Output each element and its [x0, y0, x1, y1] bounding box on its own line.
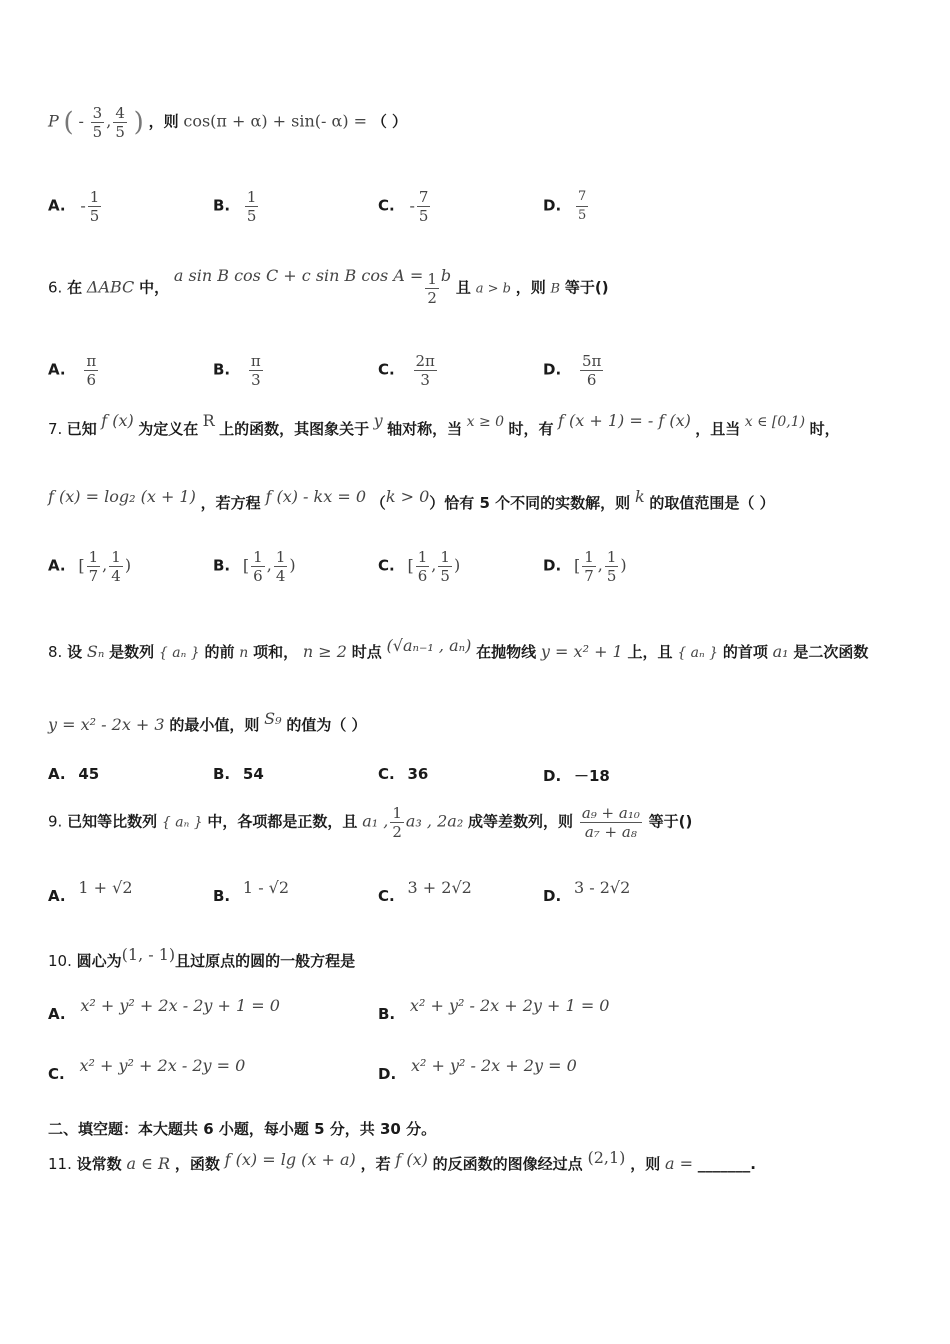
q6-option-b[interactable]: B. $\frac{\pi}{3}$ — [213, 352, 261, 389]
q7-option-c[interactable]: C. [ $\frac{1}{6}$ , $\frac{1}{5}$ ) — [378, 548, 461, 585]
q5-stem: P ( - $\frac{3}{5}$ , $\frac{4}{5}$ ) ，则 cos(π + α) + sin(- α) = （ ） — [48, 104, 408, 141]
q5-option-b[interactable]: B. $\frac{1}{5}$ — [213, 188, 257, 225]
q10-option-c[interactable]: C. x² + y² + 2x - 2y = 0 — [48, 1056, 246, 1083]
q10-option-a[interactable]: A. x² + y² + 2x - 2y + 1 = 0 — [48, 996, 280, 1023]
q9-option-c[interactable]: C. 3 + 2√2 — [378, 878, 472, 905]
q10-option-b[interactable]: B. x² + y² - 2x + 2y + 1 = 0 — [378, 996, 610, 1023]
q6-stem: 6. 在 ΔABC 中， a sin B cos C + c sin B cos A = $\frac{1}{2}$ b 且 a > b ，则 B 等于() — [48, 265, 609, 307]
q5-option-d[interactable]: D. $\frac{7}{5}$ — [543, 189, 587, 223]
q10-option-d[interactable]: D. x² + y² - 2x + 2y = 0 — [378, 1056, 577, 1083]
q5-px-sign: - — [78, 111, 84, 131]
q9-option-b[interactable]: B. 1 - √2 — [213, 878, 290, 905]
q8-stem-line1: 8. 设 Sₙ 是数列 { aₙ } 的前 n 项和， n ≥ 2 时点 (√aₙ₋₁ , aₙ) 在抛物线 y = x² + 1 上，且 { aₙ } 的首项 a₁ 是二次函数 — [48, 636, 869, 661]
q8-option-c[interactable]: C. 36 — [378, 765, 429, 783]
q6-option-c[interactable]: C. $\frac{2\pi}{3}$ — [378, 352, 435, 389]
q5-point-label: P — [48, 111, 59, 131]
q5-py-fraction: $\frac{4}{5}$ — [115, 104, 125, 141]
q5-text: ，则 — [148, 112, 179, 131]
q6-option-a[interactable]: A. $\frac{\pi}{6}$ — [48, 352, 97, 389]
q6-option-d[interactable]: D. $\frac{5\pi}{6}$ — [543, 352, 602, 389]
q7-option-a[interactable]: A. [ $\frac{1}{7}$ , $\frac{1}{4}$ ) — [48, 548, 132, 585]
q5-option-a[interactable]: A. - $\frac{1}{5}$ — [48, 188, 100, 225]
q5-answer-paren: （ ） — [371, 112, 408, 131]
q10-stem: 10. 圆心为(1, - 1)且过原点的圆的一般方程是 — [48, 945, 356, 970]
q8-option-a[interactable]: A. 45 — [48, 765, 100, 783]
q8-option-d[interactable]: D. －18 — [543, 767, 610, 785]
q5-expression: cos(π + α) + sin(- α) = — [183, 111, 368, 131]
q7-stem-line2: f (x) = log₂ (x + 1) ，若方程 f (x) - kx = 0 （k > 0）恰有 5 个不同的实数解，则 k 的取值范围是（ ） — [48, 487, 775, 512]
q9-option-a[interactable]: A. 1 + √2 — [48, 878, 133, 905]
q5-px-fraction: $\frac{3}{5}$ — [92, 104, 103, 141]
q11-answer-blank[interactable]: _______ — [697, 1155, 751, 1173]
q6-triangle: ΔABC — [86, 277, 135, 297]
q9-option-d[interactable]: D. 3 - 2√2 — [543, 878, 631, 905]
q9-stem: 9. 已知等比数列 { aₙ } 中，各项都是正数，且 a₁ , $\frac{1}{2}$ a₃ , 2a₂ 成等差数列，则 $\frac{\text{a₉ + a₁₀}}{\text{a₇ + a₈}}$ 等于() — [48, 804, 693, 841]
q11-stem: 11. 设常数 a ∈ R ，函数 f (x) = lg (x + a) ，若 f (x) 的反函数的图像经过点 (2,1) ，则 a = _______. — [48, 1148, 756, 1173]
q7-option-d[interactable]: D. [ $\frac{1}{7}$ , $\frac{1}{5}$ ) — [543, 548, 627, 585]
q5-option-c[interactable]: C. - $\frac{7}{5}$ — [378, 188, 429, 225]
q7-option-b[interactable]: B. [ $\frac{1}{6}$ , $\frac{1}{4}$ ) — [213, 548, 296, 585]
q6-condition: a > b — [475, 281, 511, 297]
q7-stem-line1: 7. 已知 f (x) 为定义在 R 上的函数，其图象关于 y 轴对称，当 x ≥ 0 时，有 f (x + 1) = - f (x) ，且当 x ∈ [0,1) 时， — [48, 411, 840, 438]
q6-equation-left: a sin B cos C + c sin B cos A = — [173, 265, 424, 285]
q8-option-b[interactable]: B. 54 — [213, 765, 264, 783]
q8-stem-line2: y = x² - 2x + 3 的最小值，则 S₉ 的值为（ ） — [48, 709, 367, 734]
section-heading: 二、填空题：本大题共 6 小题，每小题 5 分，共 30 分。 — [48, 1120, 437, 1138]
